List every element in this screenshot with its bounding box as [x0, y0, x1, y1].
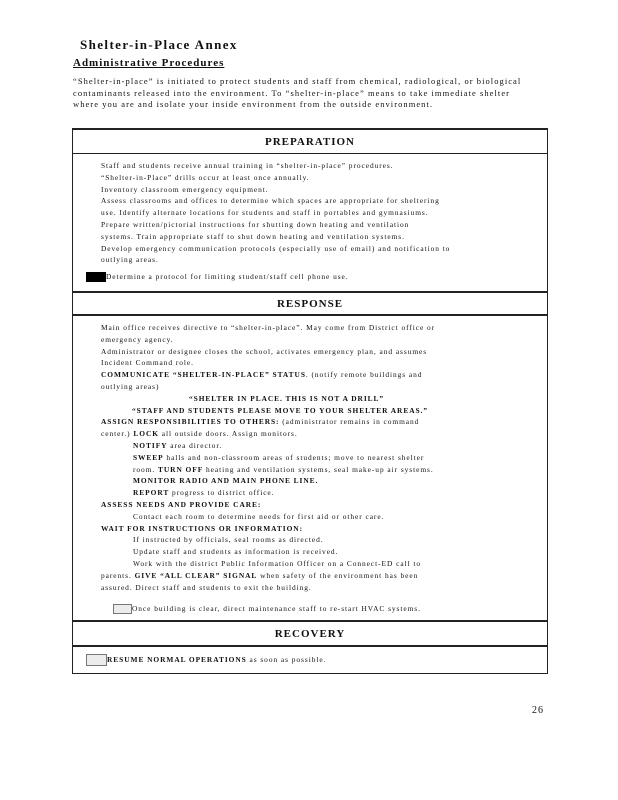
- page-number: 26: [532, 705, 544, 716]
- intro-paragraph: “Shelter-in-place” is initiated to protect students and staff from chemical, radiological, or biological contaminants released into the environment. To “shelter-in-place” means to take immediate shelter where you are and isolate your inside environment from the outside environment.: [73, 76, 522, 110]
- resp-line: ASSIGN RESPONSIBILITIES TO OTHERS: (administrator remains in command: [101, 417, 420, 427]
- resp-line: Incident Command role.: [101, 358, 194, 368]
- resp-line: If instructed by officials, seal rooms as directed.: [133, 535, 324, 545]
- resp-line: NOTIFY area director.: [133, 440, 223, 450]
- prep-line: Prepare written/pictorial instructions for shutting down heating and ventilation: [101, 219, 410, 229]
- response-heading: RESPONSE: [276, 298, 344, 310]
- prep-line: outlying areas.: [101, 255, 159, 265]
- preparation-heading: PREPARATION: [264, 136, 356, 148]
- resp-line: Main office receives directive to “shelter-in-place”. May come from District office or: [101, 323, 436, 332]
- resp-checkbox-line: [113, 603, 421, 615]
- resp-line: parents. GIVE “ALL CLEAR” SIGNAL when safety of the environment has been: [101, 570, 419, 580]
- resp-line: emergency agency.: [101, 334, 174, 344]
- resp-line: Once building is clear, direct maintenance staff to re-start HVAC systems.: [132, 604, 421, 613]
- response-header-row: [72, 291, 548, 316]
- recovery-heading: RECOVERY: [274, 628, 346, 640]
- resp-line: COMMUNICATE “SHELTER-IN-PLACE” STATUS. (notify remote buildings and: [101, 370, 423, 380]
- prep-line: Inventory classroom emergency equipment.: [101, 184, 269, 194]
- recovery-line: RESUME NORMAL OPERATIONS as soon as possible.: [86, 654, 326, 666]
- resp-line: assured. Direct staff and students to exit the building.: [101, 582, 312, 592]
- preparation-header-row: [72, 128, 548, 154]
- document-title: Shelter-in-Place Annex: [80, 37, 238, 52]
- prep-line: Staff and students receive annual training in “shelter-in-place” procedures.: [101, 161, 394, 170]
- prep-line: “Shelter-in-Place” drills occur at least once annually.: [101, 172, 310, 182]
- prep-line: systems. Train appropriate staff to shut down heating and ventilation systems.: [101, 231, 405, 241]
- resp-line: Work with the district Public Information Officer on a Connect-ED call to: [133, 558, 422, 568]
- resp-line: MONITOR RADIO AND MAIN PHONE LINE.: [133, 476, 319, 486]
- resp-line: SWEEP halls and non-classroom areas of students; move to nearest shelter: [133, 452, 425, 462]
- response-section: [101, 322, 541, 593]
- announcement-2: “STAFF AND STUDENTS PLEASE MOVE TO YOUR SHELTER AREAS.”: [132, 405, 428, 415]
- resp-line: Contact each room to determine needs for first aid or other care.: [133, 511, 385, 521]
- recovery-header-row: [72, 620, 548, 647]
- resp-line: ASSESS NEEDS AND PROVIDE CARE:: [101, 499, 262, 509]
- prep-line: use. Identify alternate locations for students and staff in portables and gymnasiums.: [101, 208, 429, 218]
- communicate-status: COMMUNICATE “SHELTER-IN-PLACE” STATUS: [101, 370, 306, 380]
- resume-checkbox[interactable]: [86, 654, 107, 666]
- resp-line: center.) LOCK all outside doors. Assign monitors.: [101, 429, 298, 439]
- announcement-1: “SHELTER IN PLACE. THIS IS NOT A DRILL”: [189, 393, 385, 403]
- resp-line: Update staff and students as information is received.: [133, 547, 339, 557]
- prep-line: Develop emergency communication protocols (especially use of email) and notification to: [101, 243, 451, 253]
- hvac-checkbox[interactable]: [113, 604, 132, 614]
- prep-line: Assess classrooms and offices to determine which spaces are appropriate for sheltering: [101, 196, 440, 206]
- resp-line: Administrator or designee closes the school, activates emergency plan, and assumes: [101, 346, 428, 356]
- prep-checkbox-line: [86, 271, 349, 283]
- resp-line: REPORT progress to district office.: [133, 488, 275, 498]
- resp-line: WAIT FOR INSTRUCTIONS OR INFORMATION:: [101, 523, 304, 533]
- document-subtitle: Administrative Procedures: [73, 57, 225, 69]
- completed-checkbox[interactable]: [86, 272, 106, 282]
- prep-line: Determine a protocol for limiting student/staff cell phone use.: [106, 272, 349, 281]
- resp-line: room. TURN OFF heating and ventilation systems, seal make-up air systems.: [133, 464, 434, 474]
- resp-line: outlying areas): [101, 381, 160, 391]
- preparation-section: [101, 160, 450, 266]
- assign-responsibilities: ASSIGN RESPONSIBILITIES TO OTHERS:: [101, 417, 280, 427]
